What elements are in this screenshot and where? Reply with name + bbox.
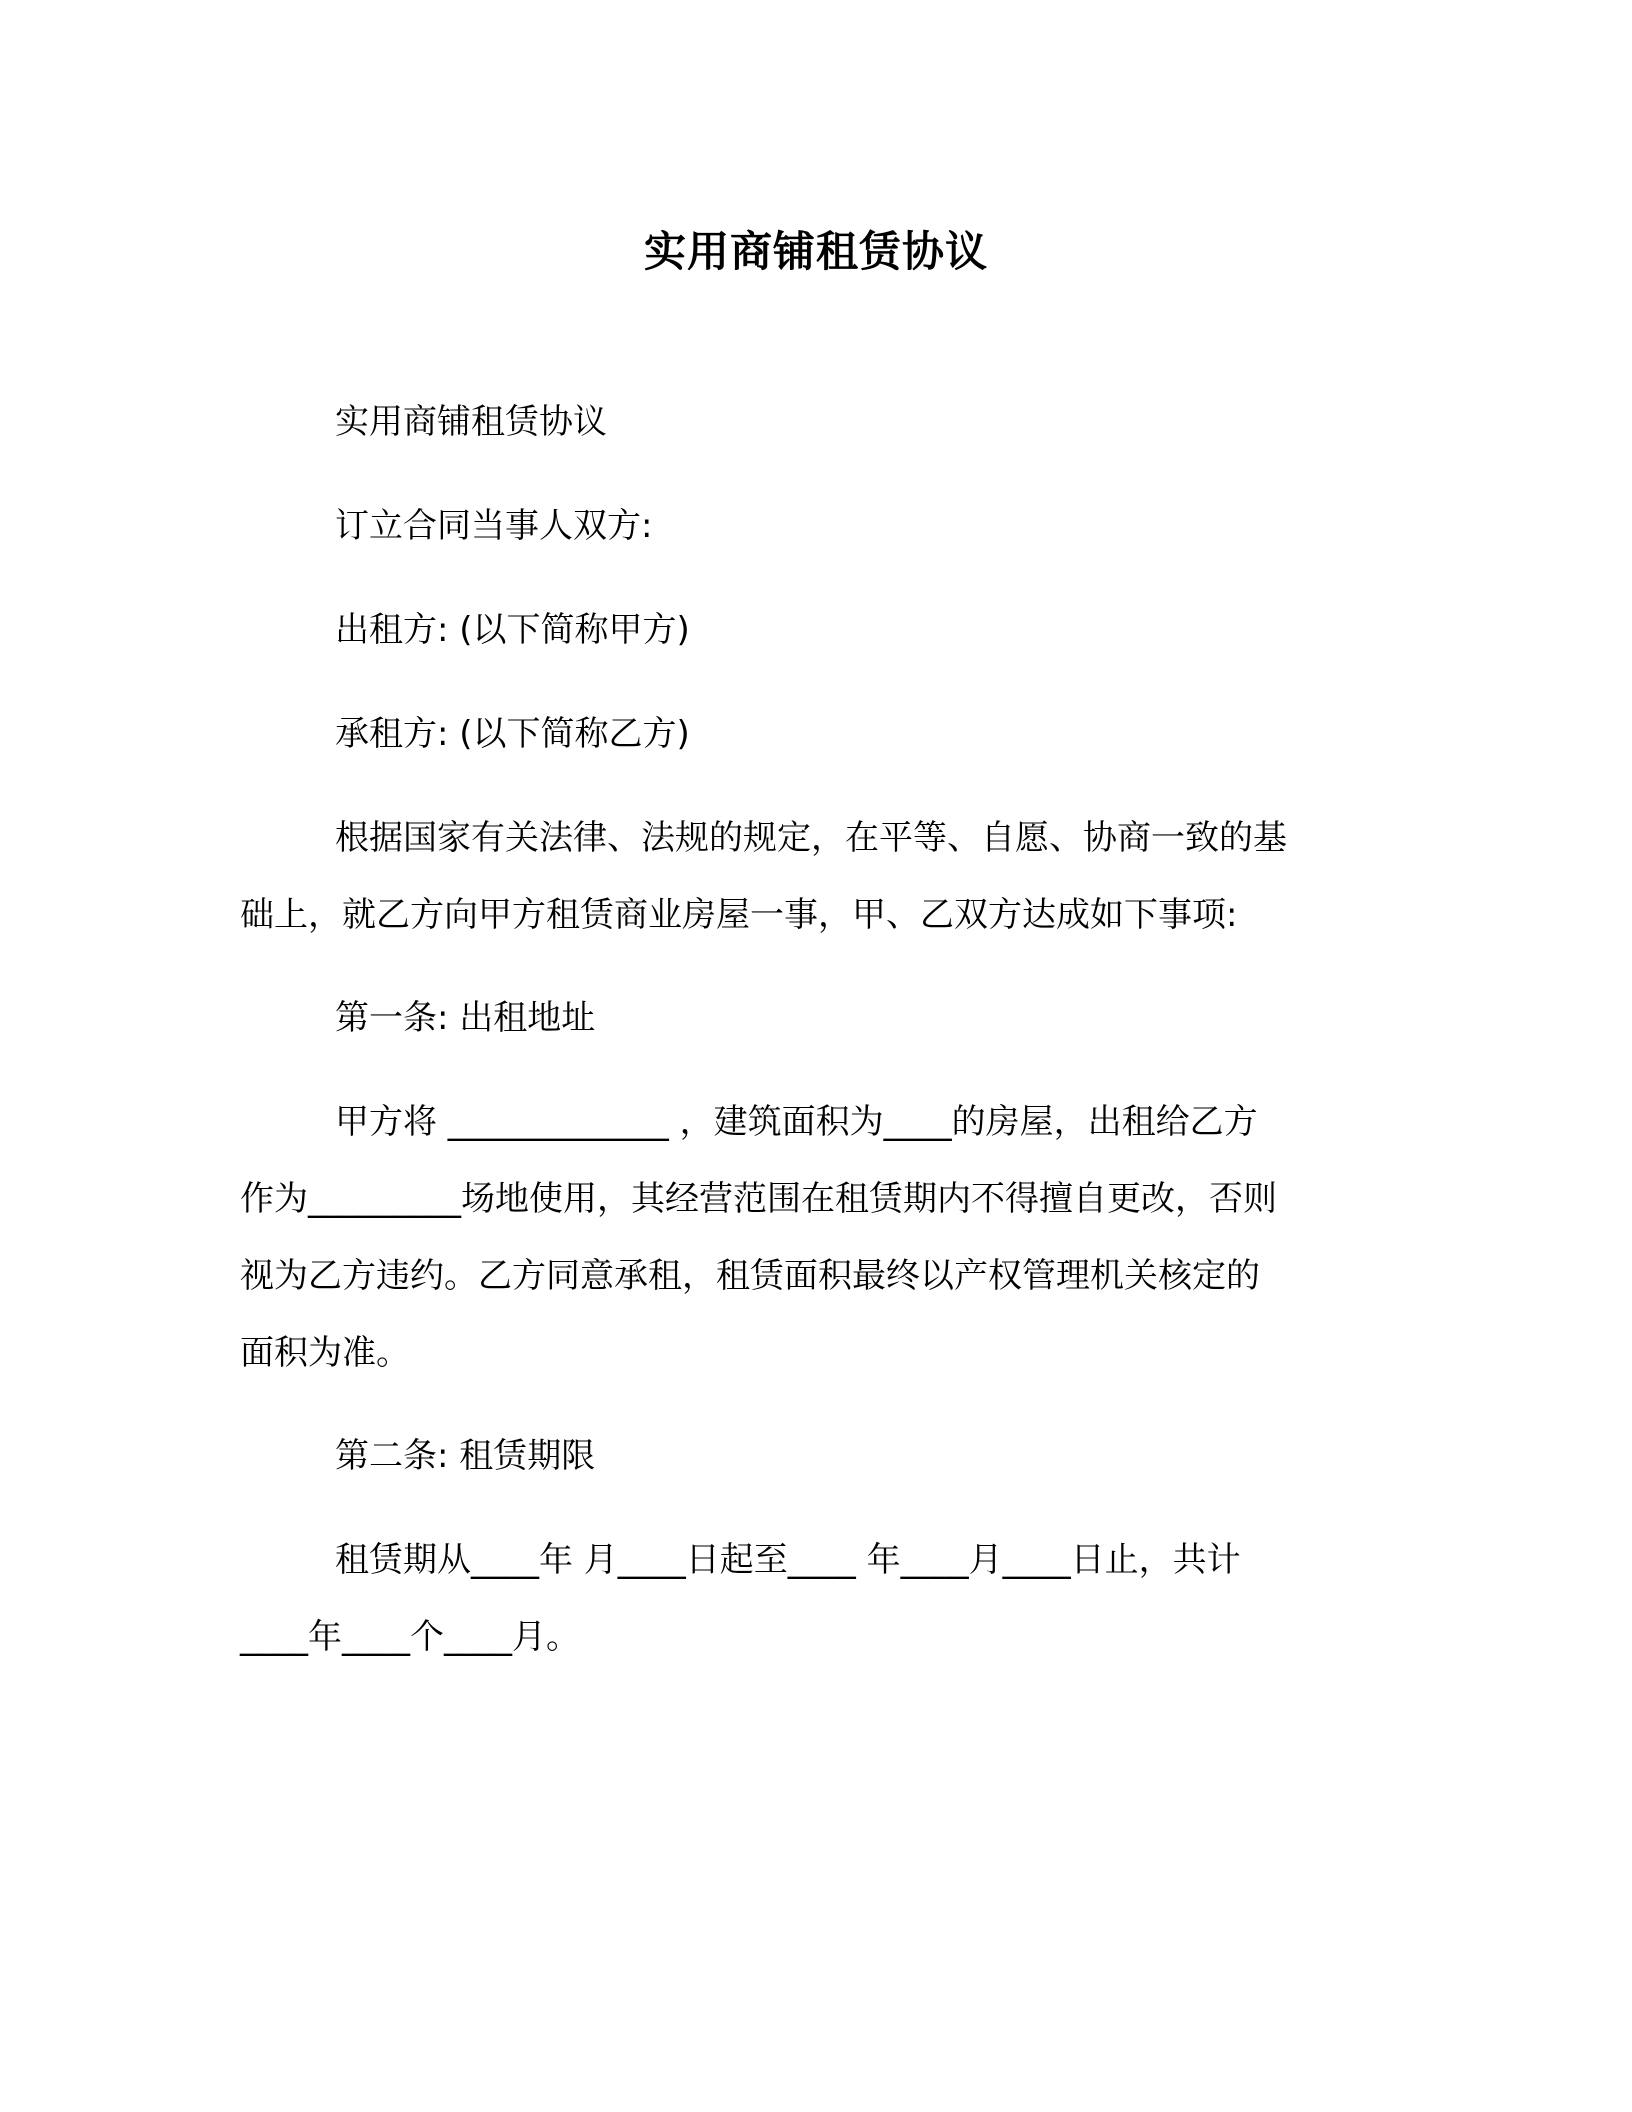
paragraph-lessor: 出租方: (以下简称甲方) (335, 610, 690, 650)
article-1-body-line-3: 视为乙方违约。乙方同意承租，租赁面积最终以产权管理机关核定的 (240, 1256, 1260, 1296)
article-1-body-line-1: 甲方将 _____________ ，建筑面积为____的房屋，出租给乙方 (335, 1102, 1258, 1142)
article-1-body-line-2: 作为_________场地使用，其经营范围在租赁期内不得擅自更改，否则 (240, 1179, 1277, 1219)
paragraph-basis (240, 800, 1380, 954)
document-title: 实用商铺租赁协议 (643, 227, 988, 276)
article-1-body-line-4: 面积为准。 (240, 1333, 410, 1373)
paragraph-basis-line-1: 根据国家有关法律、法规的规定，在平等、自愿、协商一致的基 (335, 818, 1287, 858)
paragraph-lessee: 承租方: (以下简称乙方) (335, 714, 690, 754)
paragraph-heading-repeat: 实用商铺租赁协议 (335, 402, 607, 442)
article-2-body-line-2: ____年____个____月。 (240, 1617, 580, 1657)
article-2-body (240, 1522, 1380, 1676)
article-1-heading: 第一条: 出租地址 (335, 998, 596, 1038)
paragraph-parties-intro: 订立合同当事人双方: (335, 506, 653, 546)
article-2-body-line-1: 租赁期从____年 月____日起至____ 年____月____日止，共计 (335, 1540, 1241, 1580)
paragraph-basis-line-2: 础上，就乙方向甲方租赁商业房屋一事，甲、乙双方达成如下事项: (240, 895, 1238, 935)
article-1-body (240, 1084, 1380, 1392)
article-2-heading: 第二条: 租赁期限 (335, 1436, 596, 1476)
